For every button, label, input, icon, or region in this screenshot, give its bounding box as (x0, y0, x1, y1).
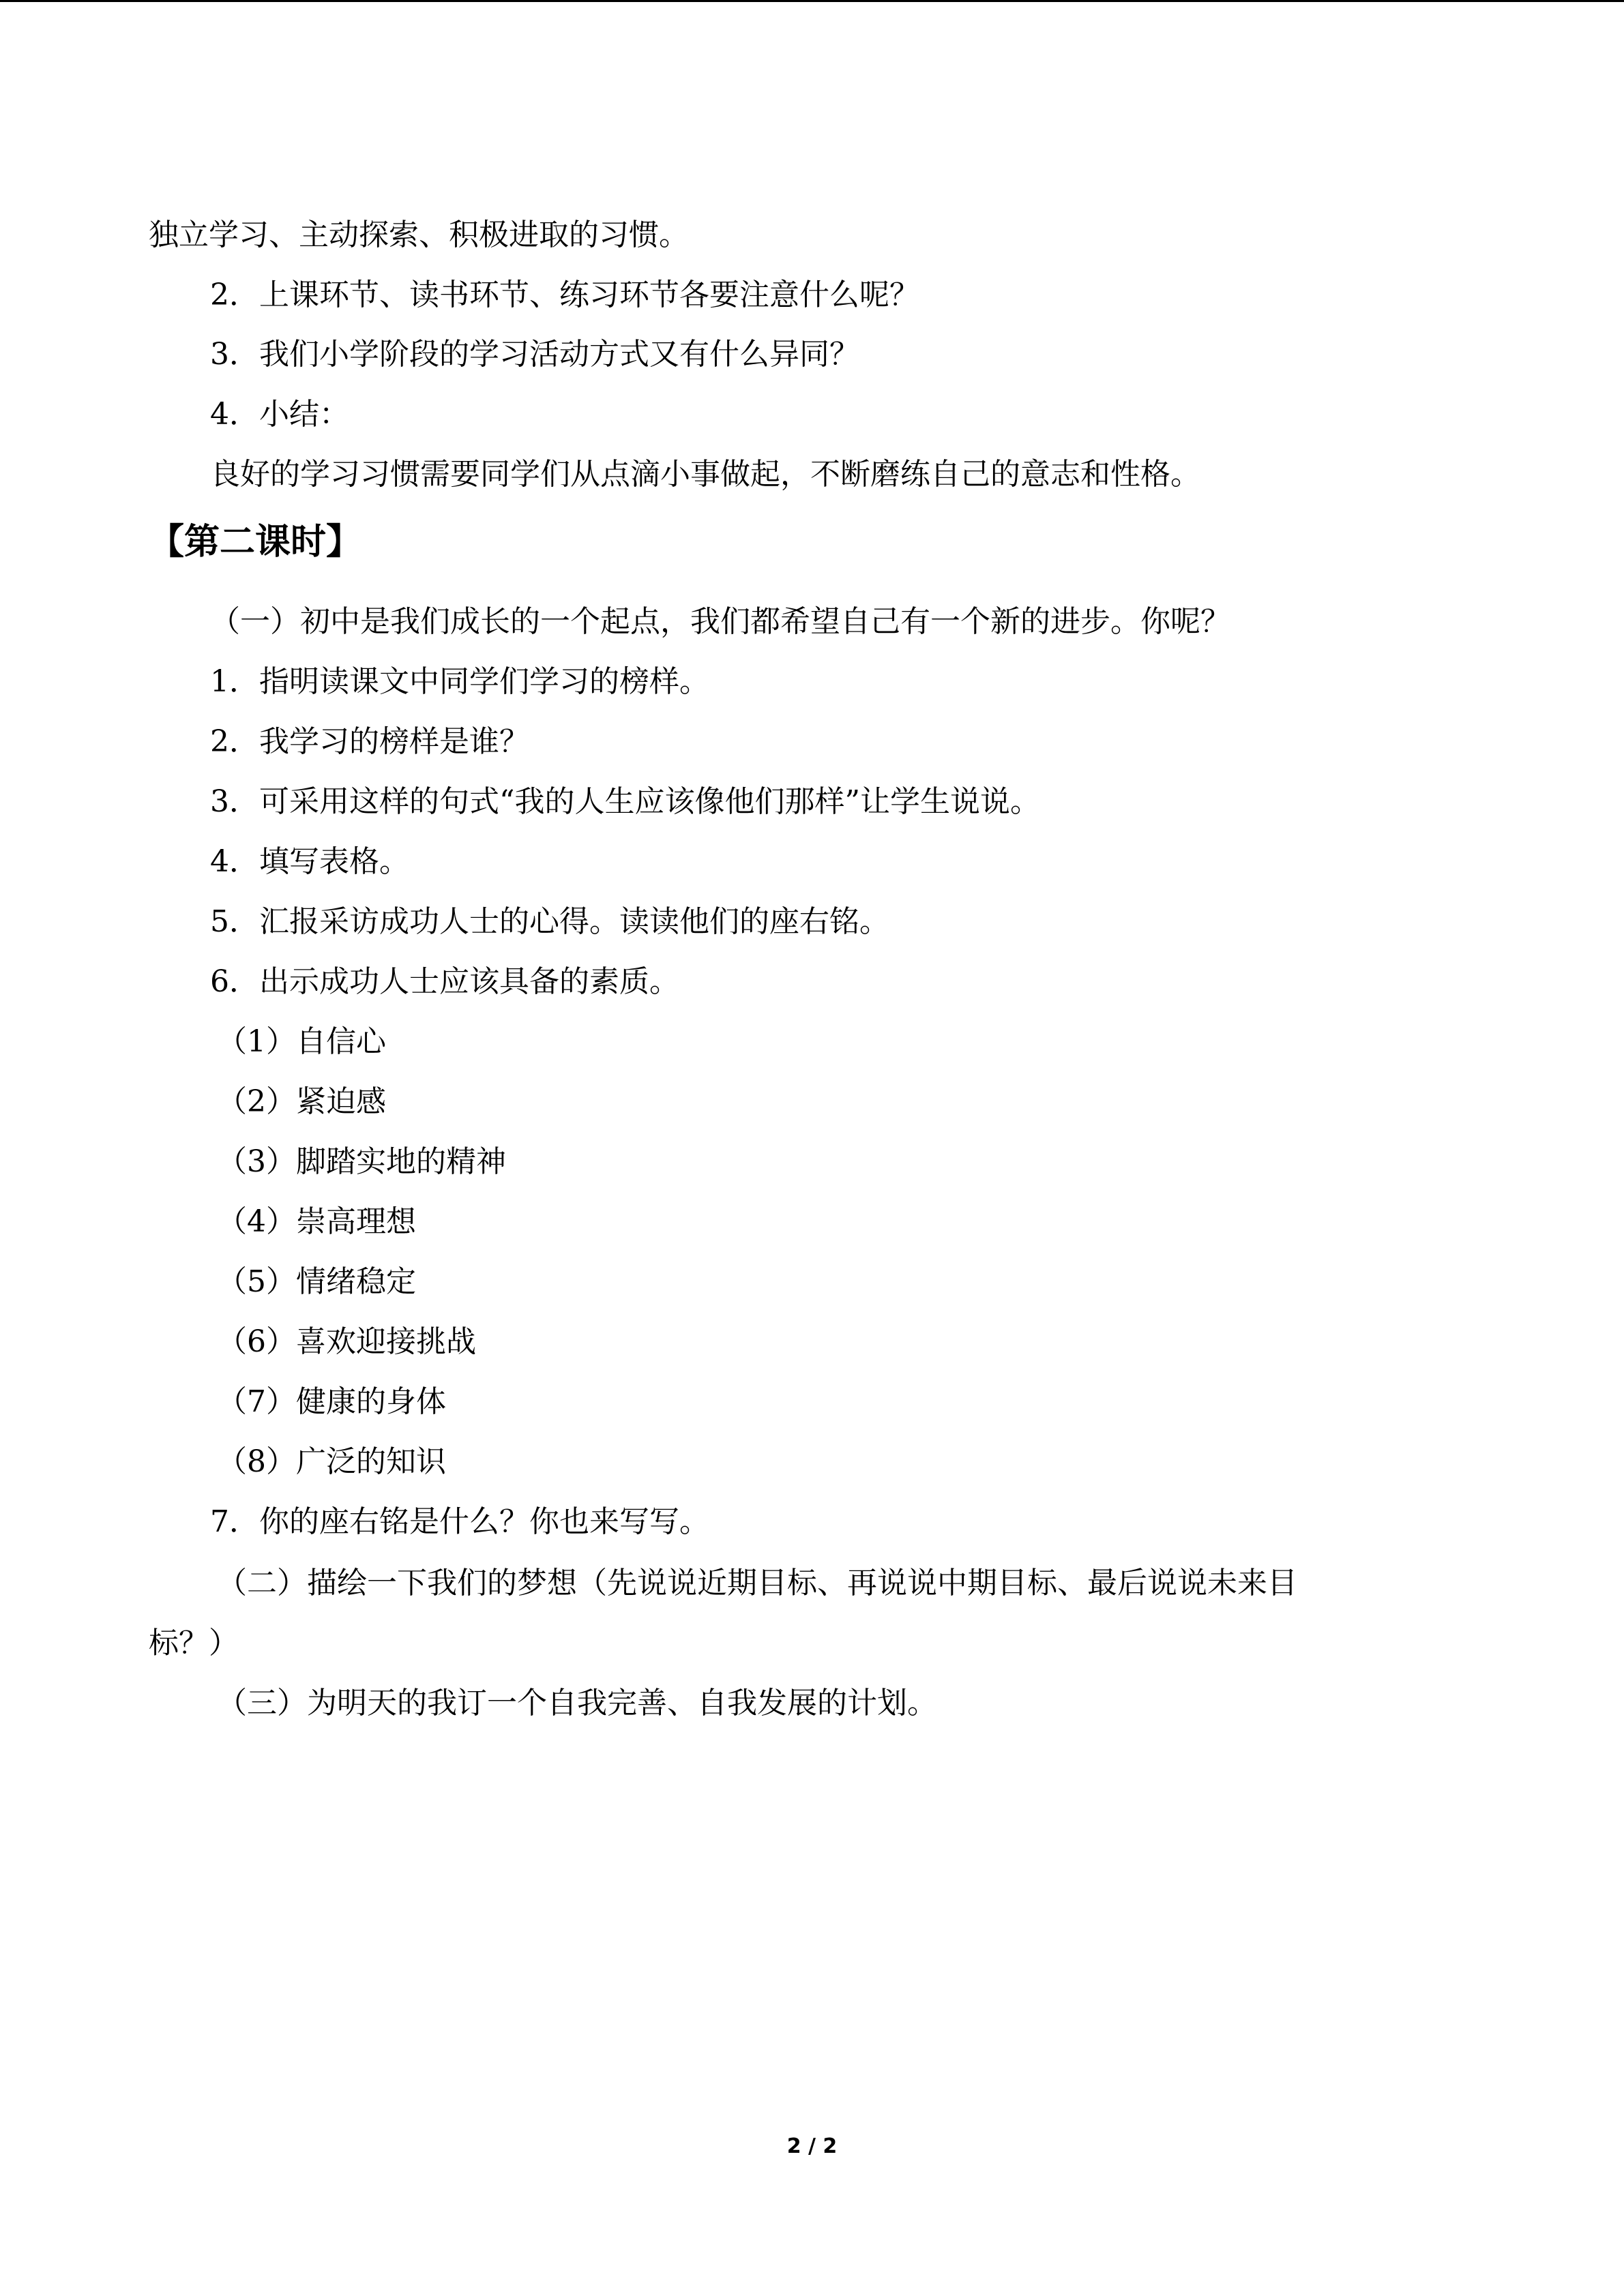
text-line: 独立学习、主动探索、积极进取的习惯。 (149, 218, 689, 252)
text-line: 6．出示成功人士应该具备的素质。 (210, 964, 679, 999)
page-number: 2 / 2 (786, 2134, 838, 2158)
text-line: 1．指明读课文中同学们学习的榜样。 (210, 664, 709, 699)
section-heading: 【第二课时】 (149, 521, 362, 563)
list-item: （4）崇高理想 (217, 1204, 416, 1239)
text-line: （一）初中是我们成长的一个起点，我们都希望自己有一个新的进步。你呢？ (210, 604, 1230, 639)
text-line: 4．小结： (210, 397, 349, 432)
text-line: 4．填写表格。 (210, 844, 409, 879)
text-line: 3．我们小学阶段的学习活动方式又有什么异同？ (210, 337, 859, 372)
text-line: 5．汇报采访成功人士的心得。读读他们的座右铭。 (210, 904, 889, 939)
list-item: （7）健康的身体 (217, 1384, 446, 1419)
text-line: （三）为明天的我订一个自我完善、自我发展的计划。 (217, 1686, 937, 1720)
text-line: 标？） (149, 1626, 239, 1660)
list-item: （2）紧迫感 (217, 1084, 386, 1119)
list-item: （5）情绪稳定 (217, 1264, 416, 1299)
list-item: （6）喜欢迎接挑战 (217, 1324, 476, 1359)
text-line: 2．我学习的榜样是谁？ (210, 724, 529, 759)
text-line: 良好的学习习惯需要同学们从点滴小事做起，不断磨练自己的意志和性格。 (210, 457, 1200, 492)
text-line: 7．你的座右铭是什么？你也来写写。 (210, 1504, 709, 1539)
list-item: （1）自信心 (217, 1024, 386, 1059)
page-top-border (0, 0, 1624, 2)
text-line: 3．可采用这样的句式“我的人生应该像他们那样”让学生说说。 (210, 784, 1040, 819)
list-item: （3）脚踏实地的精神 (217, 1144, 506, 1179)
text-line: （二）描绘一下我们的梦想（先说说近期目标、再说说中期目标、最后说说未来目 (217, 1566, 1297, 1600)
text-line: 2．上课环节、读书环节、练习环节各要注意什么呢？ (210, 278, 919, 312)
list-item: （8）广泛的知识 (217, 1444, 446, 1479)
